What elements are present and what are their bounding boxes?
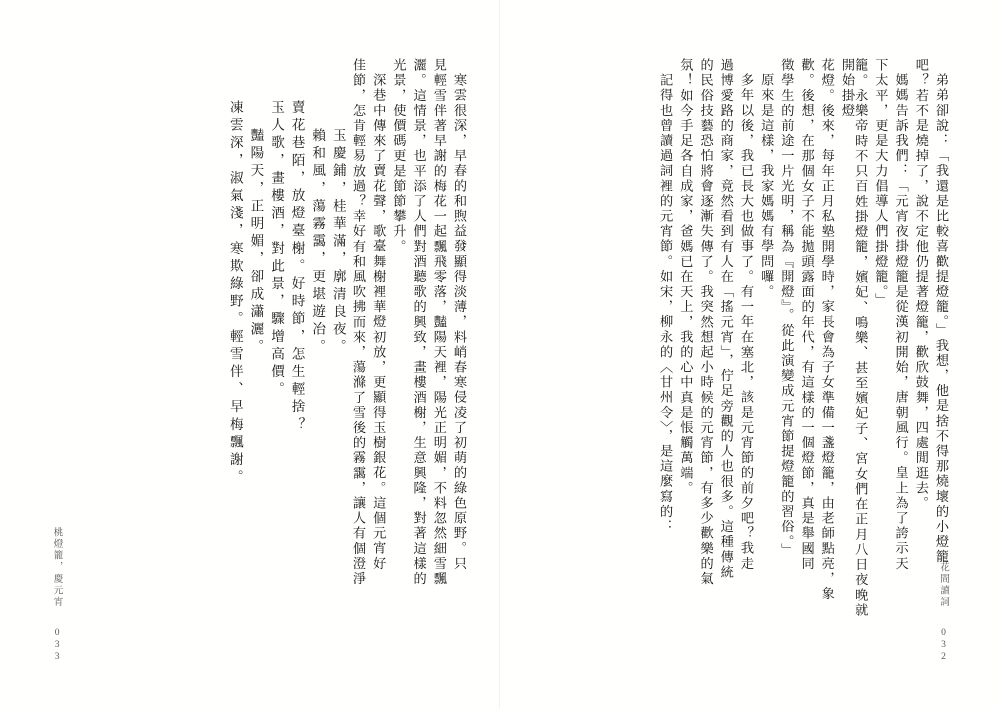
paragraph-column: 灑。這情景，也平添了人們對酒聽歌的興致，畫樓酒榭，生意興隆，對著這樣的 bbox=[411, 58, 427, 587]
paragraph-column: 歡。後想，在那個女子不能拋頭露面的年代，有這樣的一個燈節，真是舉國同 bbox=[799, 58, 815, 572]
paragraph-column: 原來是這樣，我家媽媽有學問囉。 bbox=[759, 73, 775, 300]
paragraph-column: 弟弟卻說：「我還是比較喜歡提燈籠。」我想，他是捨不得那燒壞的小燈籠 bbox=[934, 73, 949, 565]
poem-line: 玉人歌，畫樓酒，對此景，驟增高價。 bbox=[269, 100, 284, 400]
paragraph-column: 籠。永樂帝時不只百姓掛燈籠，嬪妃、鳴樂、甚至嬪妃子、宮女們在正月八日夜晚就開始掛燈 bbox=[839, 58, 869, 618]
paragraph-column: 光景，使價碼更是節節攀升。 bbox=[391, 58, 407, 255]
poem-line: 豔陽天，正明媚，卻成瀟灑。 bbox=[248, 128, 264, 357]
paragraph-column: 多年以後，我已長大也做事了。有一年在塞北，該是元宵節的前夕吧？我走 bbox=[738, 73, 754, 572]
paragraph-column: 寒雲很深，早春的和煦益發顯得淡薄，料峭春寒侵凌了初萌的綠色原野。只 bbox=[452, 73, 467, 572]
poem-line: 玉慶鋪，桂華滿，廓清良夜。 bbox=[330, 128, 346, 357]
paragraph-column: 吧？若不是燒掉了，說不定他仍提著燈籠，歡欣鼓舞，四處閒逛去。 bbox=[913, 58, 929, 511]
folio-number: 032 bbox=[938, 627, 949, 663]
page-right bbox=[500, 0, 1000, 709]
paragraph-column: 佳節，怎肯輕易放過？幸好有和風吹拂而來，蕩滌了雪後的霧靄，讓人有個澄淨 bbox=[350, 58, 366, 587]
poem-line: 賴和風，蕩霧靄，更堪遊冶。 bbox=[310, 128, 326, 357]
paragraph-column: 徵學生的前途一片光明，稱為『開燈』。從此演變成元宵節提燈籠的習俗。」 bbox=[779, 58, 795, 559]
paragraph-column: 氛！如今手足各自成家，爸媽已在天上，我的心中真是悵觸萬端。 bbox=[678, 58, 694, 496]
poem-line: 賣花巷陌，放燈臺榭。好時節，怎生輕捨？ bbox=[289, 100, 305, 435]
folio-left bbox=[52, 527, 62, 663]
folio-title: 花間讀詞 bbox=[938, 561, 949, 608]
folio-right bbox=[938, 562, 948, 663]
paragraph-column: 花燈。後來，每年正月私塾開學時，家長會為子女準備一盞燈籠，由老師點亮，象 bbox=[819, 58, 835, 602]
text-block-right bbox=[534, 58, 948, 618]
paragraph-column: 的民俗技藝恐怕將會逐漸失傳了。我突然想起小時候的元宵節，有多少歡樂的氣 bbox=[698, 58, 714, 587]
paragraph-column: 見輕雪伴著早謝的梅花一起飄飛零落，豔陽天裡，陽光正明媚，不料忽然細雪飄 bbox=[431, 58, 447, 587]
paragraph-column: 記得也曾讀過詞裡的元宵節。如宋，柳永的〈甘州令〉，是這麼寫的： bbox=[658, 73, 674, 535]
folio-number: 033 bbox=[51, 627, 63, 663]
text-block-left bbox=[52, 58, 466, 618]
folio-title: 桃燈籠，慶元宵 bbox=[51, 526, 63, 608]
paragraph-column: 過博愛路的商家，竟然看到有人在「搖元宵」，佇足旁觀的人也很多。這種傳統 bbox=[718, 58, 734, 580]
paragraph-column: 下太平，更是大力倡導人們掛燈籠。」 bbox=[873, 58, 889, 309]
poem-line: 凍雲深，淑氣淺，寒欺綠野。輕雪伴、早梅飄謝。 bbox=[227, 100, 243, 488]
paragraph-column: 深巷中傳來了賣花聲，歌臺舞榭裡華燈初放，更顯得玉樹銀花。這個元宵好 bbox=[371, 73, 387, 572]
paragraph-column: 媽媽告訴我們：「元宵夜掛燈籠是從漢初開始，唐朝風行。皇上為了誇示天 bbox=[893, 73, 909, 572]
